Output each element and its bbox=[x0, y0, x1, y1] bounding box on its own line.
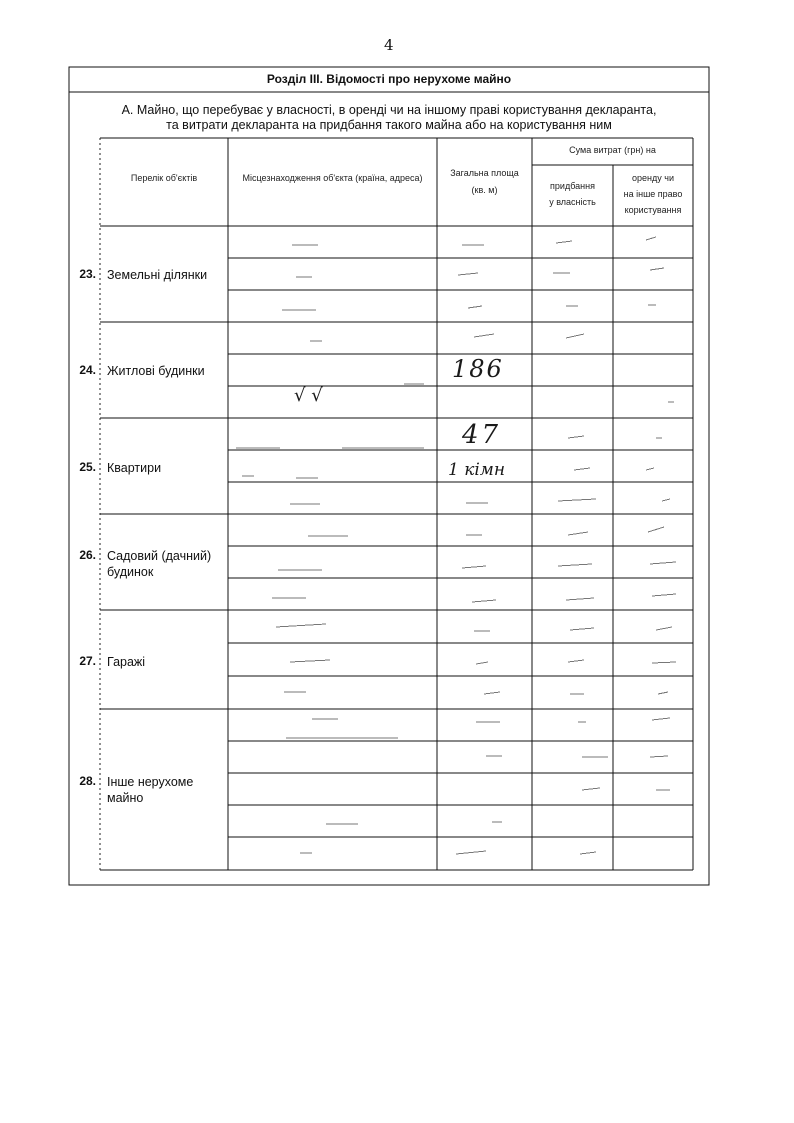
row-number: 24. bbox=[79, 363, 96, 377]
row-number: 23. bbox=[79, 267, 96, 281]
row-number: 26. bbox=[79, 548, 96, 562]
row-label-other-property-line1: Інше нерухоме bbox=[107, 775, 194, 789]
handwritten-house-location-mark: √ √ bbox=[294, 385, 323, 406]
row-label-garden-house-line2: будинок bbox=[107, 565, 154, 579]
row-label-apartments: Квартири bbox=[107, 461, 162, 475]
header-objects: Перелік об'єктів bbox=[130, 173, 198, 183]
row-label-garages: Гаражі bbox=[107, 655, 146, 669]
subsection-a-title-line1: А. Майно, що перебуває у власності, в оренді чи на іншому праві користування декларанта, bbox=[121, 103, 657, 117]
header-purchase-line2: у власність bbox=[549, 197, 596, 207]
handwritten-apartment-note: 1 кімн bbox=[448, 460, 506, 480]
header-area-line1: Загальна площа bbox=[450, 168, 519, 178]
subsection-a-title-line2: та витрати декларанта на придбання такого майна або на користування ним bbox=[166, 118, 612, 132]
row-number: 28. bbox=[79, 774, 96, 788]
header-location: Місцезнаходження об'єкта (країна, адреса) bbox=[242, 173, 423, 183]
row-label-other-property-line2: майно bbox=[107, 791, 144, 805]
handwritten-house-area: 186 bbox=[452, 355, 504, 383]
header-rent-line3: користування bbox=[624, 205, 682, 215]
header-area-line2: (кв. м) bbox=[471, 185, 498, 195]
header-expenses: Сума витрат (грн) на bbox=[569, 145, 656, 155]
section-title: Розділ III. Відомості про нерухоме майно bbox=[266, 72, 512, 86]
row-label-houses: Житлові будинки bbox=[107, 364, 205, 378]
handwritten-apartment-area: 47 bbox=[462, 420, 502, 450]
header-rent-line1: оренду чи bbox=[632, 173, 674, 183]
row-number: 25. bbox=[79, 460, 96, 474]
page-number: 4 bbox=[384, 36, 394, 54]
row-label-garden-house-line1: Садовий (дачний) bbox=[107, 549, 212, 563]
row-label-land: Земельні ділянки bbox=[107, 268, 208, 282]
header-rent-line2: на інше право bbox=[623, 189, 683, 199]
header-purchase-line1: придбання bbox=[550, 181, 595, 191]
row-number: 27. bbox=[79, 654, 96, 668]
